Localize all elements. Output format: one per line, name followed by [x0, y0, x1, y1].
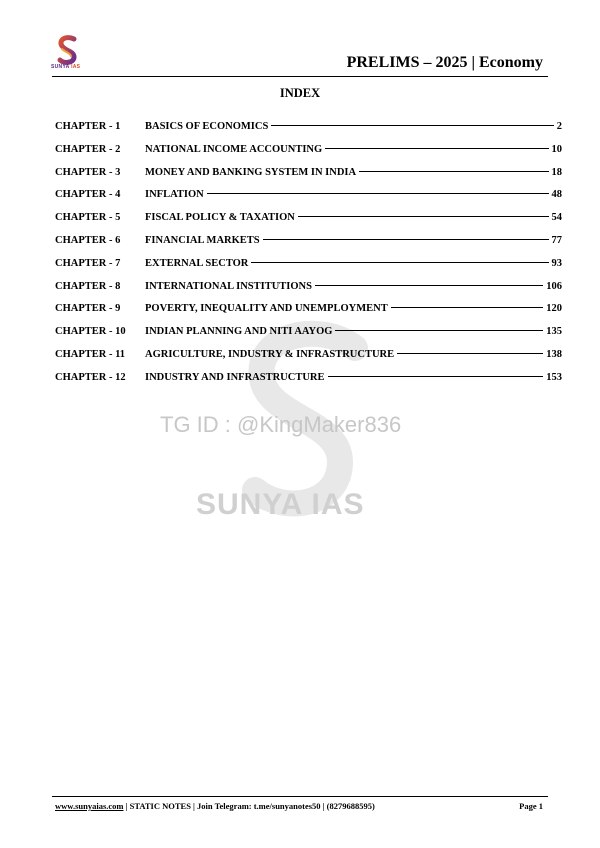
toc-title: POVERTY, INEQUALITY AND UNEMPLOYMENT: [145, 303, 388, 315]
toc-page-number: 10: [551, 143, 562, 155]
toc-leader-line: [397, 353, 543, 354]
toc-title: BASICS OF ECONOMICS: [145, 121, 269, 132]
toc-title: EXTERNAL SECTOR: [145, 257, 249, 269]
toc-page-number: 2: [556, 121, 562, 132]
footer-info: [55, 801, 375, 811]
watermark-telegram-id: TG ID : @KingMaker836: [160, 412, 402, 437]
toc-row[interactable]: [55, 189, 562, 212]
toc-chapter: CHAPTER - 3: [55, 166, 121, 178]
toc-leader-line: [325, 148, 548, 149]
toc-chapter: CHAPTER - 11: [55, 348, 126, 360]
toc-title: AGRICULTURE, INDUSTRY & INFRASTRUCTURE: [145, 348, 395, 360]
toc-page-number: 93: [551, 257, 562, 269]
footer: [55, 801, 543, 811]
toc-chapter: CHAPTER - 6: [55, 234, 121, 246]
website-link[interactable]: www.sunyaias.com: [55, 801, 124, 811]
toc-page-number: 135: [546, 326, 562, 338]
logo-text-main: SUNYA: [51, 64, 70, 70]
toc-title: INDIAN PLANNING AND NITI AAYOG: [145, 326, 333, 338]
toc-row[interactable]: [55, 121, 562, 144]
toc-page-number: 106: [546, 280, 562, 292]
header-title: PRELIMS – 2025 | Economy: [346, 54, 543, 71]
toc-chapter: CHAPTER - 4: [55, 189, 121, 201]
toc-page-number: 120: [546, 303, 562, 315]
toc-leader-line: [298, 216, 549, 217]
toc-leader-line: [391, 307, 544, 308]
header-divider: [52, 76, 548, 77]
toc-leader-line: [359, 171, 548, 172]
logo-text: [51, 64, 80, 70]
toc-row[interactable]: [55, 281, 562, 304]
toc-page-number: 153: [546, 371, 562, 383]
toc-chapter: CHAPTER - 12: [55, 371, 126, 383]
table-of-contents: [55, 121, 562, 395]
page-number: Page 1: [519, 801, 543, 811]
toc-page-number: 138: [546, 348, 562, 360]
toc-chapter: CHAPTER - 9: [55, 303, 121, 315]
toc-page-number: 48: [551, 189, 562, 201]
toc-title: INFLATION: [145, 189, 204, 201]
toc-row[interactable]: [55, 235, 562, 258]
toc-leader-line: [328, 376, 544, 377]
toc-title: INTERNATIONAL INSTITUTIONS: [145, 280, 312, 292]
toc-leader-line: [251, 262, 548, 263]
toc-row[interactable]: [55, 144, 562, 167]
toc-title: FINANCIAL MARKETS: [145, 234, 260, 246]
toc-leader-line: [263, 239, 549, 240]
toc-chapter: CHAPTER - 5: [55, 212, 121, 224]
toc-leader-line: [207, 193, 549, 194]
logo-text-accent: IAS: [71, 64, 81, 70]
toc-chapter: CHAPTER - 10: [55, 326, 126, 338]
toc-row[interactable]: [55, 258, 562, 281]
toc-row[interactable]: [55, 326, 562, 349]
toc-title: FISCAL POLICY & TAXATION: [145, 212, 295, 224]
toc-row[interactable]: [55, 349, 562, 372]
footer-divider: [52, 796, 548, 797]
index-title: INDEX: [279, 86, 321, 100]
toc-leader-line: [335, 330, 543, 331]
toc-title: INDUSTRY AND INFRASTRUCTURE: [145, 371, 325, 383]
toc-title: MONEY AND BANKING SYSTEM IN INDIA: [145, 166, 357, 178]
toc-leader-line: [271, 125, 553, 126]
toc-page-number: 77: [551, 234, 562, 246]
footer-info-text: | STATIC NOTES | Join Telegram: t.me/sunyanotes50 | (8279688595): [123, 801, 375, 811]
toc-chapter: CHAPTER - 2: [55, 143, 121, 155]
toc-title: NATIONAL INCOME ACCOUNTING: [145, 143, 323, 155]
toc-chapter: CHAPTER - 7: [55, 257, 121, 269]
toc-row[interactable]: [55, 212, 562, 235]
toc-page-number: 54: [551, 212, 562, 224]
toc-chapter: CHAPTER - 8: [55, 280, 121, 292]
toc-leader-line: [315, 285, 543, 286]
watermark-brand: SUNYA IAS: [196, 488, 365, 521]
toc-chapter: CHAPTER - 1: [55, 121, 121, 132]
toc-row[interactable]: [55, 303, 562, 326]
toc-row[interactable]: [55, 167, 562, 190]
toc-page-number: 18: [551, 166, 562, 178]
toc-row[interactable]: [55, 372, 562, 395]
